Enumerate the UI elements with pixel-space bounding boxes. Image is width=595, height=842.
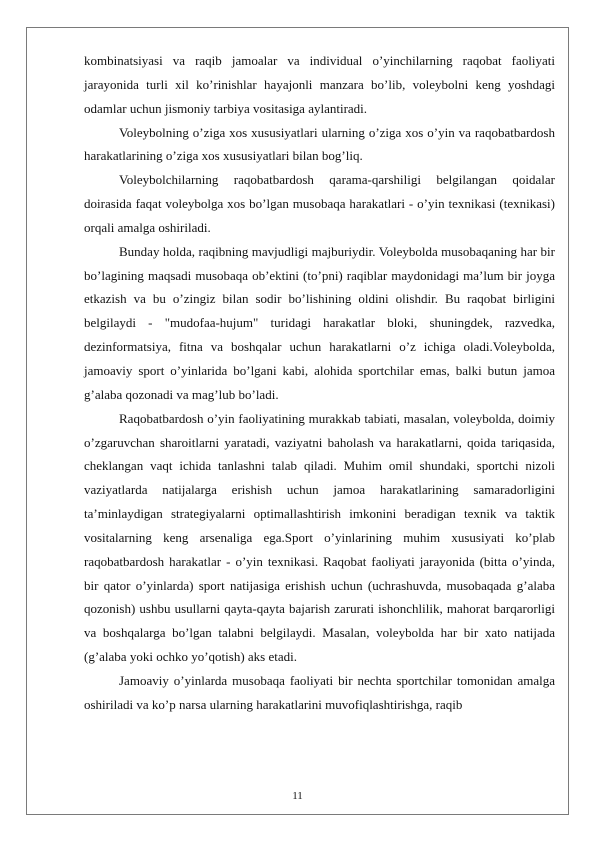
paragraph-3: Voleybolchilarning raqobatbardosh qarama-qarshiligi belgilangan qoidalar doirasida faqat voleybolga xos bo’lgan musobaqa harakatlari - o’yin texnikasi (texnikasi) orqali amalga oshiriladi.	[84, 172, 555, 235]
paragraph-4: Bunday holda, raqibning mavjudligi majburiydir. Voleybolda musobaqaning har bir bo’lagining maqsadi musobaqa ob’ektini (to’pni) raqiblar maydonidagi ma’lum bir joyga etkazish va bu o’zingiz bilan sodir bo’lishining oldini olishdir. Bu raqobat birligini belgilaydi - "mudofaa-hujum" turidagi harakatlar bloki, shuningdek, razvedka, dezinformatsiya, fitna va boshqalar uchun harakatlarni o’z ichiga oladi.Voleybolda, jamoaviy sport o’yinlarida bo’lgani kabi, alohida sportchilar emas, balki butun jamoa g’alaba qozonadi va mag’lub bo’ladi.	[84, 243, 555, 402]
paragraph-6: Jamoaviy o’yinlarda musobaqa faoliyati bir nechta sportchilar tomonidan amalga oshiriladi va ko’p narsa ularning harakatlarini muvofiqlashtirishga, raqib	[84, 672, 555, 712]
document-body	[84, 49, 555, 717]
paragraph-5: Raqobatbardosh o’yin faoliyatining murakkab tabiati, masalan, voleybolda, doimiy o’zgaruvchan sharoitlarni yaratadi, vaziyatni baholash va harakatlarni, qoida tariqasida, cheklangan vaqt ichida tanlashni talab qiladi. Muhim omil shundaki, sportchi nizoli vaziyatlarda natijalarga erishish uchun jamoa harakatlarining samaradorligini ta’minlaydigan strategiyalarni optimallashtirish imkonini beradigan texnik va taktik vositalarning keng arsenaliga ega.Sport o’yinlarining muhim xususiyati ko’plab raqobatbardosh harakatlar - o’yin texnikasi. Raqobat faoliyati jarayonida (bitta o’yinda, bir qator o’yinlarda) sport natijasiga erishish uchun (uchrashuvda, musobaqada g’alaba qozonish) ushbu usullarni qayta-qayta bajarish zarurati ishonchlilik, mahorat barqarorligi va boshqalarga bo’lgan talabni belgilaydi. Masalan, voleybolda har bir xato natijada (g’alaba yoki ochko yo’qotish) aks etadi.	[84, 410, 555, 665]
paragraph-2: Voleybolning o’ziga xos xususiyatlari ularning o’ziga xos o’yin va raqobatbardosh harakatlarining o’ziga xos xususiyatlari bilan bog’liq.	[84, 124, 555, 164]
page-number: 11	[292, 790, 303, 802]
paragraph-1: kombinatsiyasi va raqib jamoalar va individual o’yinchilarning raqobat faoliyati jarayonida turli xil ko’rinishlar hayajonli manzara bo’lib, voleybolni keng yoshdagi odamlar uchun jismoniy tarbiya vositasiga aylantiradi.	[84, 53, 555, 116]
